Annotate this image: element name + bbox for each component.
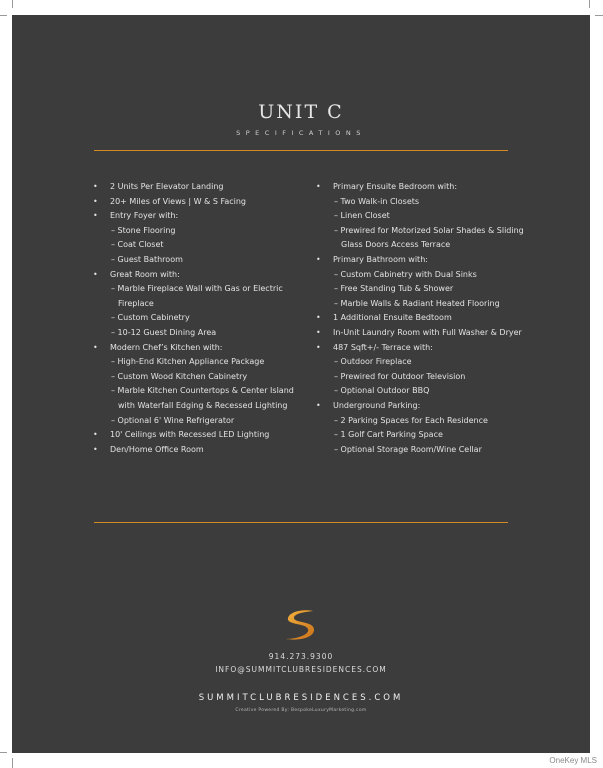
spec-item-text: In-Unit Laundry Room with Full Washer & Dryer: [333, 327, 522, 337]
spec-item: [92, 428, 297, 443]
spec-item: [315, 253, 525, 268]
spec-sheet-panel: [12, 15, 590, 753]
spec-sub-item: – Custom Wood Kitchen Cabinetry: [111, 371, 248, 381]
spec-item-text: Entry Foyer with:: [110, 211, 179, 221]
website: SUMMITCLUBRESIDENCES.COM: [198, 693, 404, 703]
crop-mark: [12, 758, 13, 768]
crop-mark: [589, 0, 590, 8]
spec-item: [315, 326, 525, 341]
spec-item: [92, 209, 297, 224]
spec-item: [92, 443, 297, 458]
crop-mark: [12, 0, 13, 8]
bullet-glyph: •: [93, 196, 98, 206]
spec-sub-item: – Free Standing Tub & Shower: [334, 284, 454, 294]
bullet-glyph: •: [316, 400, 321, 410]
bullet-glyph: •: [316, 342, 321, 352]
crop-mark: [0, 15, 7, 16]
spec-sub-item: – Optional Storage Room/Wine Cellar: [334, 444, 482, 454]
spec-item-text: 1 Additional Ensuite Bedtoom: [333, 313, 452, 323]
spec-item: [92, 180, 297, 195]
crop-mark: [0, 752, 7, 753]
spec-sub-item: – 2 Parking Spaces for Each Residence: [334, 415, 488, 425]
bullet-glyph: •: [93, 269, 98, 279]
bullet-glyph: •: [316, 182, 321, 191]
spec-sub-item: – Optional 6' Wine Refrigerator: [111, 415, 235, 425]
spec-sub-item: – High-End Kitchen Appliance Package: [111, 357, 265, 367]
spec-sub-item: – Stone Flooring: [111, 225, 176, 235]
spec-sub-item: – Guest Bathroom: [111, 254, 183, 264]
spec-sub-item: – Outdoor Fireplace: [334, 357, 412, 367]
spec-sub-item: – Custom Cabinetry: [111, 313, 190, 323]
bullet-glyph: •: [316, 254, 321, 264]
left-spec-column: [92, 180, 297, 457]
bullet-glyph: •: [316, 327, 321, 337]
spec-sub-item: – Marble Kitchen Countertops & Center Island with Waterfall Edging & Recessed Lighting: [111, 386, 294, 410]
right-spec-column: [315, 180, 525, 457]
spec-item: [315, 311, 525, 326]
spec-item-text: Underground Parking:: [333, 400, 421, 410]
spec-sub-item: – Linen Closet: [334, 211, 390, 221]
spec-item: [315, 341, 525, 356]
spec-item-text: Den/Home Office Room: [110, 444, 204, 454]
mls-watermark: OneKey MLS: [549, 756, 597, 765]
page-title: UNIT C: [258, 101, 344, 123]
spec-sub-item: – Prewired for Motorized Solar Shades & Sliding Glass Doors Access Terrace: [334, 225, 524, 250]
bullet-glyph: •: [93, 211, 98, 221]
spec-item-text: 20+ Miles of Views | W & S Facing: [110, 196, 246, 206]
spec-item-text: 2 Units Per Elevator Landing: [110, 182, 224, 191]
spec-item-text: 10' Ceilings with Recessed LED Lighting: [110, 430, 270, 440]
spec-item-text: 487 Sqft+/- Terrace with:: [333, 342, 433, 352]
spec-sub-item: – Two Walk-in Closets: [334, 196, 420, 206]
bullet-glyph: •: [93, 182, 98, 191]
spec-item-text: Primary Ensuite Bedroom with:: [333, 182, 458, 191]
credit-line: Creative Powered By: BespokeLuxuryMarketing.com: [235, 708, 367, 713]
spec-item: [315, 399, 525, 414]
crop-mark: [595, 15, 603, 16]
spec-item: [92, 341, 297, 356]
s-logo-icon: [282, 608, 318, 642]
spec-sub-item: – 10-12 Guest Dining Area: [111, 327, 217, 337]
spec-sub-item: – Marble Walls & Radiant Heated Flooring: [334, 298, 500, 308]
spec-sub-item: – Marble Fireplace Wall with Gas or Electric Fireplace: [111, 284, 283, 308]
bullet-glyph: •: [93, 430, 98, 440]
spec-item: [92, 195, 297, 210]
spec-item: [315, 180, 525, 195]
spec-item-text: Primary Bathroom with:: [333, 254, 428, 264]
bullet-glyph: •: [93, 342, 98, 352]
bottom-divider: [94, 522, 508, 523]
bullet-glyph: •: [316, 313, 321, 323]
spec-sub-item: – Prewired for Outdoor Television: [334, 371, 466, 381]
spec-item: [92, 268, 297, 283]
bullet-glyph: •: [93, 444, 98, 454]
spec-sub-item: – Custom Cabinetry with Dual Sinks: [334, 269, 477, 279]
top-divider: [94, 150, 508, 151]
spec-sub-item: – Optional Outdoor BBQ: [334, 386, 430, 396]
spec-item-text: Great Room with:: [110, 269, 180, 279]
page-subtitle: SPECIFICATIONS: [236, 129, 366, 137]
spec-sub-item: – 1 Golf Cart Parking Space: [334, 430, 443, 440]
spec-sub-item: – Coat Closet: [111, 240, 164, 250]
phone-number: 914.273.9300: [268, 652, 334, 661]
email-address: INFO@SUMMITCLUBRESIDENCES.COM: [215, 665, 387, 674]
spec-item-text: Modern Chef’s Kitchen with:: [110, 342, 223, 352]
